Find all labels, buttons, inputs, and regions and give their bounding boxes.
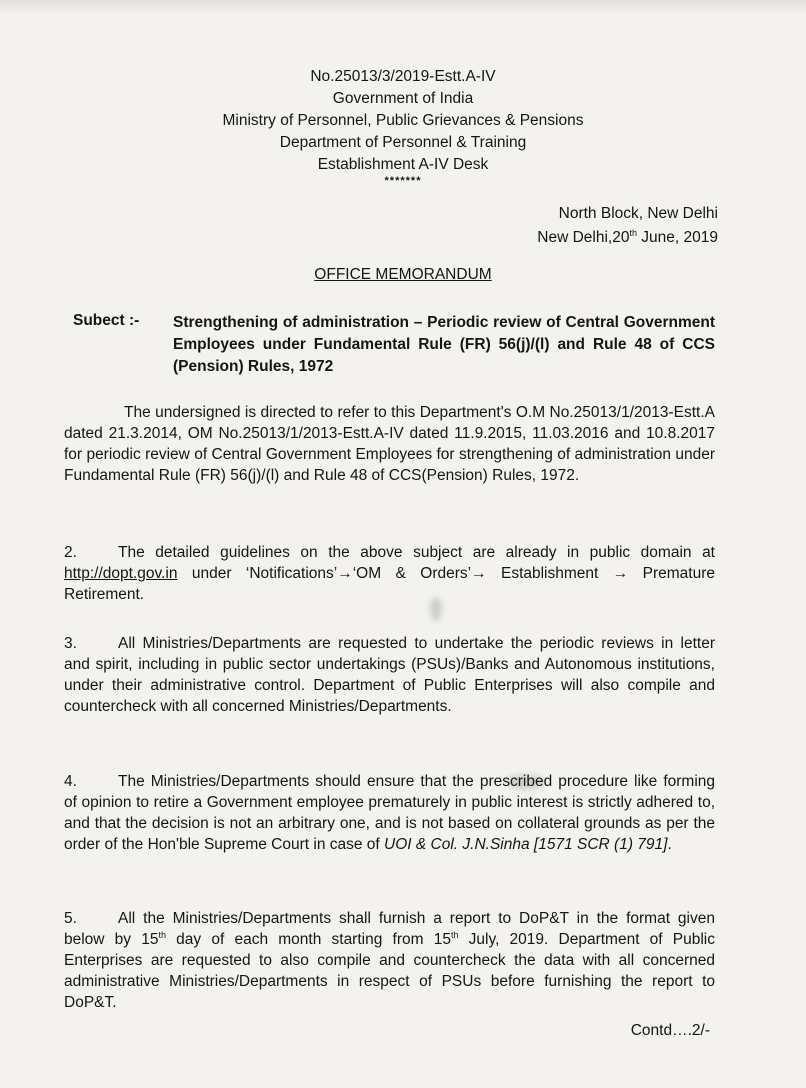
- paragraph-number: 3.: [64, 635, 77, 652]
- desk-line: Establishment A-IV Desk: [317, 156, 489, 173]
- header-stars: *******: [384, 175, 422, 187]
- government-line: Government of India: [332, 90, 474, 107]
- reference-number: No.25013/3/2019-Estt.A-IV: [310, 68, 496, 85]
- date-line: New Delhi,20th June, 2019: [537, 227, 718, 246]
- ink-smudge: [505, 775, 545, 789]
- case-citation: UOI & Col. J.N.Sinha [1571 SCR (1) 791]: [384, 836, 668, 853]
- ink-smudge: [430, 597, 442, 621]
- paragraph-number: 5.: [64, 910, 77, 927]
- paragraph-number: 4.: [64, 773, 77, 790]
- date-day: 20: [612, 229, 630, 246]
- paragraph-1: The undersigned is directed to refer to this Department's O.M No.25013/1/2013-Estt.A dated 21.3.2014, OM No.25013/1/2013-Estt.A-IV dated 11.9.2015, 11.03.2016 and 10.8.2017 for periodic review of Central Government Employees for strengthening of administration under Fundamental Rule (FR) 56(j)/(l) and Rule 48 of CCS(Pension) Rules, 1972.: [64, 404, 715, 484]
- document-title: OFFICE MEMORANDUM: [314, 266, 492, 283]
- dopt-website-link[interactable]: http://dopt.gov.in: [64, 565, 178, 582]
- place-line: North Block, New Delhi: [558, 205, 718, 222]
- ministry-line: Ministry of Personnel, Public Grievances & Pensions: [222, 112, 584, 129]
- paragraph-2: 2. The detailed guidelines on the above subject are already in public domain at http://dopt.gov.in under ‘Notifications’→‘OM & Orders’→ Establishment → Premature Retirement.: [64, 544, 715, 603]
- paragraph-number: 2.: [64, 544, 77, 561]
- paragraph-5: 5. All the Ministries/Departments shall furnish a report to DoP&T in the format given below by 15th day of each month starting from 15th July, 2019. Department of Public Enterprises are requested to also compile and countercheck the data with all concerned administrative Ministries/Departments in respect of PSUs before furnishing the report to DoP&T.: [64, 910, 716, 1011]
- paragraph-4: 4. The Ministries/Departments should ensure that the prescribed procedure like forming of opinion to retire a Government employee prematurely in public interest is strictly adhered to, and that the decision is not an arbitrary one, and is not based on collateral grounds as per the order of the Hon'ble Supreme Court in case of UOI & Col. J.N.Sinha [1571 SCR (1) 791].: [64, 773, 715, 853]
- paragraph-3: 3. All Ministries/Departments are requested to undertake the periodic reviews in letter and spirit, including in public sector undertakings (PSUs)/Banks and Autonomous institutions, under their administrative control. Department of Public Enterprises will also compile and countercheck with all concerned Ministries/Departments.: [64, 635, 715, 715]
- continued-marker: Contd….2/-: [630, 1022, 710, 1039]
- department-line: Department of Personnel & Training: [279, 134, 527, 151]
- scan-edge-shadow: [0, 0, 806, 16]
- subject-text: Strengthening of administration – Periodic review of Central Government Employees under Fundamental Rule (FR) 56(j)/(l) and Rule 48 of CCS (Pension) Rules, 1972: [173, 314, 715, 375]
- letter-header: [0, 66, 806, 186]
- subject-label: Subect :-: [73, 312, 140, 329]
- place-and-date: [537, 202, 718, 250]
